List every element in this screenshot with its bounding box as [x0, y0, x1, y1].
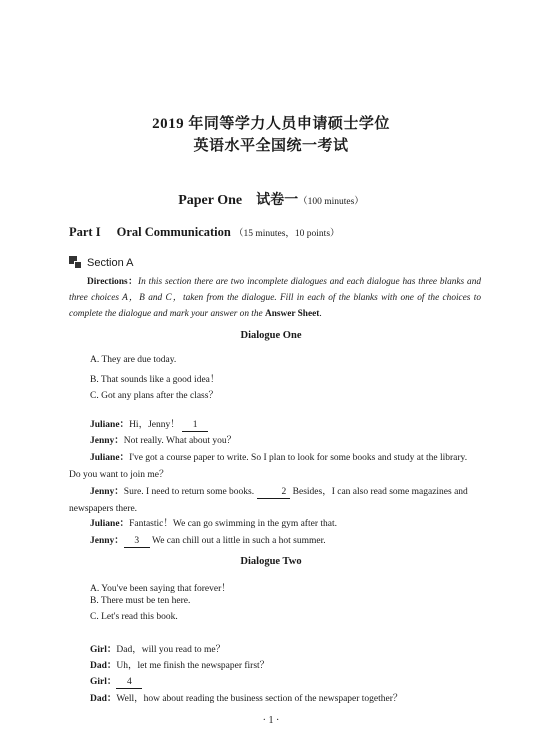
choice-item: C. Got any plans after the class？ — [90, 391, 218, 401]
part-detail: （15 minutes，10 points） — [233, 229, 340, 239]
dialogue-line: Juliane：Fantastic！We can go swimming in the gym after that. — [90, 519, 337, 529]
speaker: Juliane： — [90, 519, 130, 529]
dialogue-line — [90, 674, 142, 691]
speaker: Dad： — [90, 661, 117, 671]
answer-blank: 4 — [116, 677, 142, 689]
speaker: Jenny： — [90, 536, 124, 546]
part-name: Oral Communication — [116, 225, 231, 239]
answer-sheet-term: Answer Sheet — [264, 309, 320, 319]
part-heading — [69, 225, 340, 240]
choice-item: B. There must be ten here. — [90, 596, 191, 606]
dialogue-line: Girl：Dad，will you read to me？ — [90, 645, 226, 655]
answer-blank: 1 — [182, 420, 208, 432]
exam-title-line2: 英语水平全国统一考试 — [193, 138, 349, 154]
paper-heading — [0, 189, 542, 209]
dialogue-two-title: Dialogue Two — [240, 556, 302, 567]
paper-time: （100 minutes） — [298, 197, 364, 207]
paper-name-zh: 试卷一 — [256, 193, 299, 208]
part-number: Part I — [69, 225, 101, 239]
section-label: Section A — [87, 256, 134, 269]
choice-item: A. You've been saying that forever！ — [90, 584, 231, 594]
page-number: · 1 · — [262, 715, 280, 726]
answer-blank: 2 — [257, 487, 291, 499]
exam-title-line1: 2019 年同等学力人员申请硕士学位 — [152, 116, 390, 132]
dialogue-one-title: Dialogue One — [240, 330, 302, 341]
speaker: Dad： — [90, 694, 117, 704]
directions-paragraph: Directions：In this section there are two incomplete dialogues and each dialogue has three blanks and three choices A，B and C，taken from the dialogue. Fill in each of the blanks with one of the choices to complete the dialogue and mark your answer on the Answer Sheet. — [69, 277, 481, 319]
dialogue-line: Juliane：I've got a course paper to write. So I plan to look for some books and study at the library. Do you want to join me？ — [69, 453, 468, 480]
directions-label: Directions： — [87, 277, 139, 287]
dialogue-line: Jenny：Sure. I need to return some books. 2 Besides，I can also read some magazines and newspapers there. — [69, 487, 468, 514]
double-square-icon — [69, 256, 82, 269]
directions-text: In this section there are two incomplete dialogues and each dialogue has three blanks and three choices A，B and C，taken from the dialogue. Fill in each of the blanks with one of the choices to complete the dialogue and mark your answer on the — [69, 277, 481, 319]
speaker: Juliane： — [90, 453, 130, 463]
section-heading — [69, 256, 133, 269]
speaker: Juliane： — [90, 420, 130, 430]
choice-item: B. That sounds like a good idea！ — [90, 375, 220, 385]
dialogue-line: Juliane：Hi，Jenny！ 1 — [90, 417, 208, 434]
paper-name-en: Paper One — [178, 193, 243, 208]
speaker: Girl： — [90, 645, 117, 655]
dialogue-line: Dad：Uh，let me finish the newspaper first？ — [90, 661, 270, 671]
speaker: Girl： — [90, 677, 117, 687]
dialogue-line: Dad：Well，how about reading the business section of the newspaper together？ — [90, 694, 403, 704]
dialogue-line: Jenny：Not really. What about you？ — [90, 436, 237, 446]
choice-item: C. Let's read this book. — [90, 612, 178, 622]
speaker: Jenny： — [90, 436, 124, 446]
dialogue-line: Jenny： 3 We can chill out a little in such a hot summer. — [90, 536, 326, 546]
answer-blank: 3 — [124, 536, 150, 548]
speaker: Jenny： — [90, 487, 124, 497]
choice-item: A. They are due today. — [90, 355, 177, 365]
